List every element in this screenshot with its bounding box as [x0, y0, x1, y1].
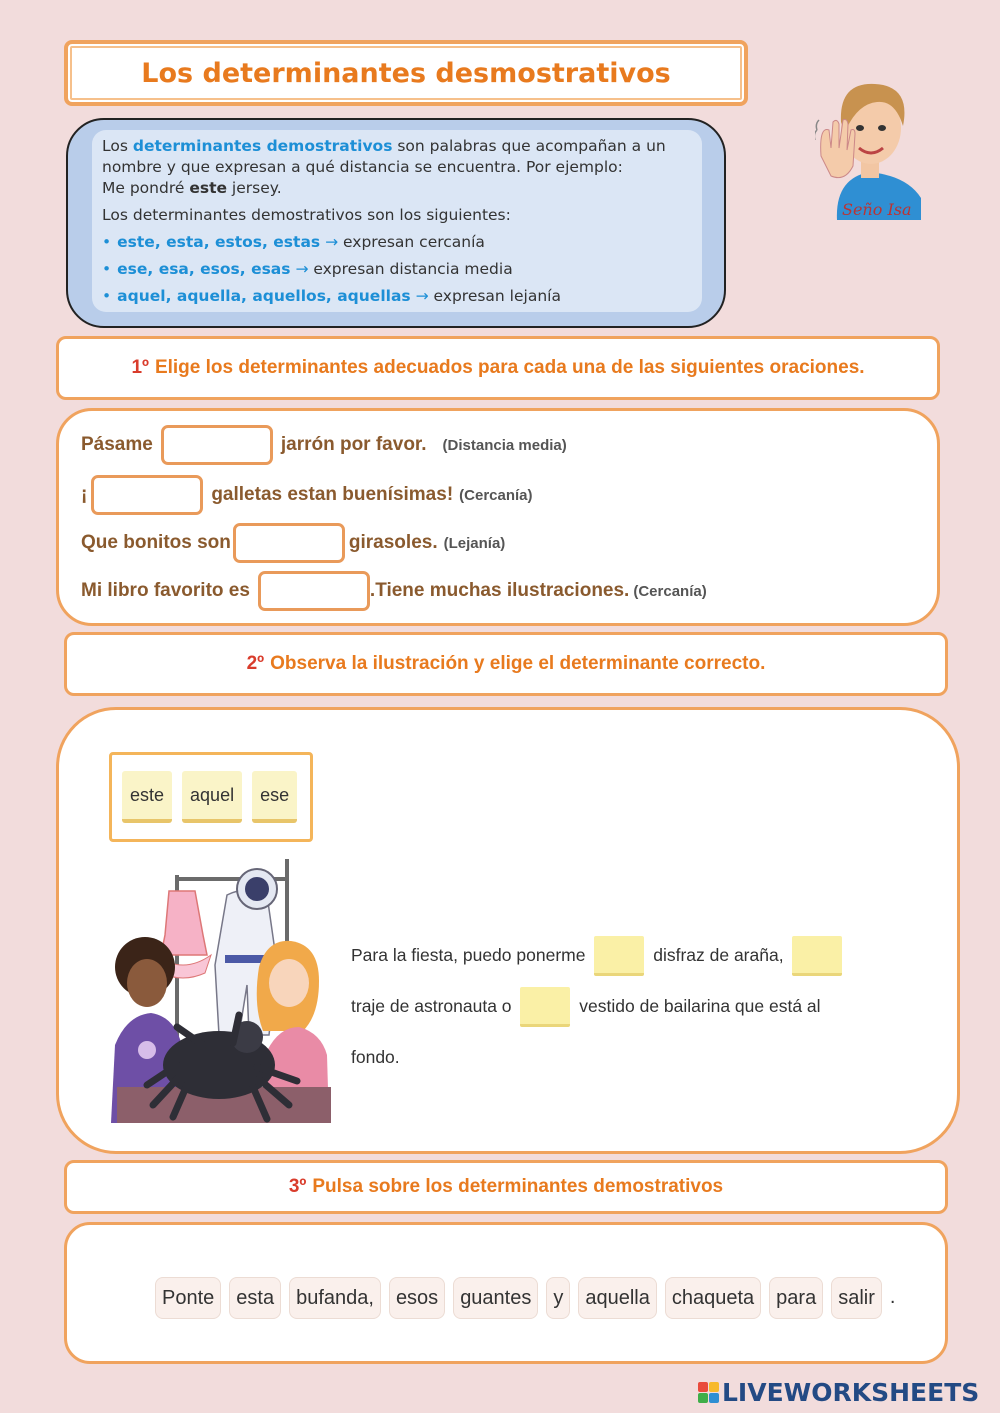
word-button[interactable]: guantes [453, 1277, 538, 1319]
instruction-text: Observa la ilustración y elige el determinante correcto. [270, 653, 766, 674]
sentence-line [81, 475, 533, 515]
theory-paragraph-2: Los determinantes demostrativos son los siguientes: [102, 206, 511, 224]
theory-item [102, 232, 692, 253]
answer-input[interactable] [792, 936, 842, 976]
arrow-right-icon: → [415, 287, 429, 305]
word-button[interactable]: y [546, 1277, 570, 1319]
sentence-text: ¡ [81, 484, 88, 505]
instruction-text: Pulsa sobre los determinantes demostrativos [312, 1176, 724, 1197]
sentence-line [81, 571, 707, 611]
determiner-meaning: expresan distancia media [313, 260, 513, 278]
fill-paragraph [351, 930, 851, 1083]
instruction-text: Elige los determinantes adecuados para cada una de las siguientes oraciones. [154, 357, 865, 378]
exercise-number: 3º [288, 1176, 307, 1197]
arrow-right-icon: → [325, 233, 339, 251]
liveworksheets-logo [698, 1378, 979, 1407]
determiner-meaning: expresan cercanía [343, 233, 485, 251]
word-button[interactable]: Ponte [155, 1277, 221, 1319]
sentence-period: . [889, 1286, 896, 1308]
bullet-icon: • [102, 233, 112, 251]
bullet-icon: • [102, 287, 112, 305]
determiner-meaning: expresan lejanía [433, 287, 561, 305]
paragraph-text: Para la fiesta, puedo ponerme [351, 945, 586, 965]
page-title: Los determinantes desmostrativos [141, 57, 671, 89]
word-button[interactable]: bufanda, [289, 1277, 381, 1319]
logo-text: LIVEWORKSHEETS [722, 1378, 980, 1407]
word-button[interactable]: aquella [578, 1277, 657, 1319]
theory-text: jersey. [227, 179, 282, 197]
answer-input[interactable] [91, 475, 203, 515]
word-chip[interactable]: ese [252, 771, 297, 823]
theory-box [66, 118, 726, 328]
avatar-signature: Seño Isa [842, 200, 912, 219]
word-chip[interactable]: aquel [182, 771, 242, 823]
word-button[interactable]: esta [229, 1277, 281, 1319]
sentence-hint: (Cercanía) [633, 582, 707, 600]
arrow-right-icon: → [295, 260, 309, 278]
answer-input[interactable] [161, 425, 273, 465]
logo-mark-icon [698, 1382, 719, 1403]
word-button[interactable]: esos [389, 1277, 445, 1319]
exercise-number: 2º [246, 653, 265, 674]
paragraph-text: disfraz de araña, [653, 945, 784, 965]
determiner-group: aquel, aquella, aquellos, aquellas [117, 287, 411, 305]
sentence-line [81, 425, 567, 465]
sentence-hint: (Lejanía) [443, 534, 506, 552]
theory-text: Los [102, 137, 133, 155]
sentence-text: girasoles. [348, 532, 438, 553]
exercise-2-box [56, 707, 960, 1154]
answer-input[interactable] [258, 571, 370, 611]
exercise-number: 1º [131, 357, 149, 378]
theory-example-word: este [189, 179, 227, 197]
sentence-text: Pásame [81, 434, 153, 455]
word-chip[interactable]: este [122, 771, 172, 823]
paragraph-text: vestido de bailarina que está al fondo. [351, 996, 821, 1067]
bullet-icon: • [102, 260, 112, 278]
theory-item [102, 286, 692, 307]
theory-content [92, 130, 702, 312]
paragraph-text: traje de astronauta o [351, 996, 512, 1016]
sentence-hint: (Cercanía) [459, 486, 533, 504]
theory-text: Me pondré [102, 179, 190, 197]
word-button[interactable]: chaqueta [665, 1277, 761, 1319]
theory-text: son palabras que acompañan a un nombre y que expresan a qué distancia se encuentra. Por ejemplo: [102, 137, 666, 176]
sentence-text: .Tiene muchas ilustraciones. [369, 580, 630, 601]
word-button[interactable]: salir [831, 1277, 882, 1319]
exercise-3-instruction [64, 1160, 948, 1214]
theory-list [102, 232, 692, 307]
sentence-hint: (Distancia media) [442, 436, 567, 454]
sentence-text: Que bonitos son [81, 532, 231, 553]
sentence-text: galletas estan buenísimas! [211, 484, 454, 505]
sentence-text: jarrón por favor. [280, 434, 427, 455]
determiner-group: ese, esa, esos, esas [117, 260, 291, 278]
answer-input[interactable] [233, 523, 345, 563]
theory-item [102, 259, 692, 280]
sentence-text: Mi libro favorito es [81, 580, 250, 601]
teacher-avatar-icon [815, 70, 925, 220]
theory-highlight: determinantes demostrativos [132, 137, 393, 155]
determiner-group: este, esta, estos, estas [117, 233, 321, 251]
costume-illustration [107, 855, 339, 1123]
exercise-3-box [64, 1222, 948, 1364]
exercise-2-instruction [64, 632, 948, 696]
exercise-1-box [56, 408, 940, 626]
theory-paragraph-1 [102, 136, 692, 199]
title-box [64, 40, 748, 106]
sentence-line [81, 523, 505, 563]
word-button[interactable]: para [769, 1277, 823, 1319]
clickable-sentence [155, 1277, 895, 1319]
exercise-1-instruction [56, 336, 940, 400]
answer-input[interactable] [594, 936, 644, 976]
word-bank [109, 752, 313, 842]
answer-input[interactable] [520, 987, 570, 1027]
